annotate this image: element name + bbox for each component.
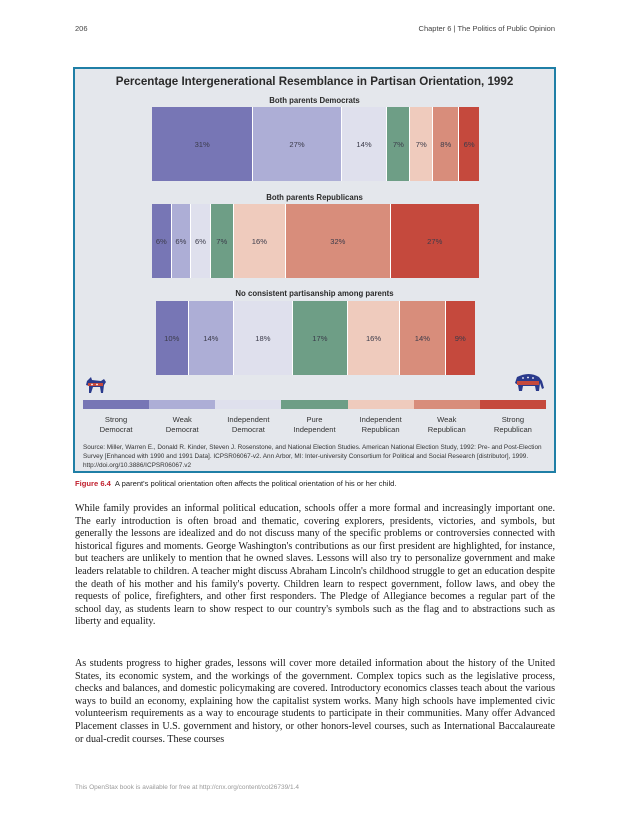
bar-segment — [342, 107, 388, 181]
bar-segment — [446, 301, 475, 375]
page-footer: This OpenStax book is available for free at http://cnx.org/content/col26739/1.4 — [75, 784, 300, 791]
chapter-title: Chapter 6 | The Politics of Public Opinion — [418, 24, 555, 33]
bar-segment — [348, 301, 400, 375]
data-label: 9% — [454, 333, 466, 343]
data-label: 7% — [216, 236, 228, 246]
data-label: 27% — [289, 139, 305, 149]
data-label: 8% — [440, 139, 452, 149]
data-label: 14% — [414, 333, 430, 343]
bar-segment — [172, 204, 192, 278]
bar-segment — [253, 107, 341, 181]
legend-swatch — [480, 400, 546, 409]
data-label: 6% — [463, 139, 475, 149]
bar-segment — [189, 301, 235, 375]
data-label: 14% — [203, 333, 219, 343]
bar-segment — [459, 107, 479, 181]
data-label: 31% — [194, 139, 210, 149]
bar-segment — [211, 204, 234, 278]
republican-elephant-icon — [511, 371, 547, 397]
legend-label: Weak Republican — [427, 415, 466, 434]
data-label: 16% — [251, 236, 267, 246]
panel-title-republicans: Both parents Republicans — [266, 193, 363, 202]
data-label: 27% — [427, 236, 443, 246]
legend-label: Pure Independent — [293, 415, 336, 434]
panel-title-democrats: Both parents Democrats — [269, 96, 360, 105]
legend-label: Weak Democrat — [165, 415, 199, 434]
bar-segment — [387, 107, 410, 181]
bar-segment — [286, 204, 391, 278]
legend-swatch — [215, 400, 281, 409]
running-header — [75, 24, 555, 36]
bar-segment — [400, 301, 446, 375]
legend-label: Strong Democrat — [99, 415, 133, 434]
paragraph-2: As students progress to higher grades, lessons will cover more detailed information about the history of the United States, its economic system, and the workings of the government. Complex topics such as the legislative process, checks and balances, and domestic policymaking are covered. Introductory economics classes teach about the various ways to build an economy, explaining how the capitalist system works. Many high schools have implemented civic volunteerism requirements as a way to encourage students to participate in their communities. Many offer Advanced Placement classes in U.S. government and history, or other honors-level courses, such as International Baccalaureate or dual-credit courses. These courses — [75, 658, 555, 745]
bar-segment — [234, 301, 293, 375]
figure-chart — [73, 67, 556, 473]
legend-swatch — [83, 400, 149, 409]
figure-caption — [75, 479, 555, 488]
bar-segment — [391, 204, 479, 278]
bar-segment — [410, 107, 433, 181]
bar-segment — [234, 204, 286, 278]
chart-title: Percentage Intergenerational Resemblance in Partisan Orientation, 1992 — [115, 75, 514, 88]
legend-labels — [83, 415, 546, 435]
figure-source: Source: Miller, Warren E., Donald R. Kinder, Steven J. Rosenstone, and National Election Studies. American National Election Study, 1992: Pre- and Post-Election Survey [Enhanced with 1990 and 1991 Data]. ICPSR06067-v2. Ann Arbor, MI: Inter-university Consortium for Political and Social Research [distributor], 1999. http://doi.org/10.3886/ICPSR06067.v2 — [83, 444, 542, 469]
bar-segment — [433, 107, 459, 181]
panel-mixed — [156, 301, 475, 375]
data-label: 6% — [195, 236, 207, 246]
caption-label: Figure 6.4 — [75, 479, 111, 488]
bar-segment — [191, 204, 211, 278]
data-label: 32% — [330, 236, 346, 246]
data-label: 18% — [255, 333, 271, 343]
data-label: 7% — [392, 139, 404, 149]
legend-label: Independent Republican — [359, 415, 402, 434]
data-label: 6% — [175, 236, 187, 246]
legend-swatch — [348, 400, 414, 409]
page-number: 206 — [75, 24, 88, 33]
panel-democrats — [152, 107, 479, 181]
legend-swatch — [414, 400, 480, 409]
data-label: 10% — [164, 333, 180, 343]
paragraph-1: While family provides an informal political education, schools offer a more formal and increasingly important one. The early introduction is often broad and thematic, covering explorers, presidents, victories, and symbols, but generally the lessons are idealized and do not discuss many of the specific problems or controversies connected with historical figures and moments. George Washington's contributions as our first president are highlighted, for instance, but teachers are unlikely to mention that he owned slaves. Lessons will also try to personalize government and make leaders relatable to children. A teacher might discuss Abraham Lincoln's childhood struggle to get an education despite the death of his mother and his family's poverty. Children learn to respect government, follow laws, and obey the requests of police, firefighters, and other first responders. The Pledge of Allegiance becomes a regular part of the school day, as students learn to show respect to our country's symbols such as the flag and to abstractions such as liberty and equality. — [75, 503, 555, 628]
legend-label: Independent Democrat — [227, 415, 270, 434]
legend-swatch — [281, 400, 347, 409]
legend-color-bar — [83, 400, 546, 409]
panel-title-mixed: No consistent partisanship among parents — [235, 289, 394, 298]
data-label: 14% — [356, 139, 372, 149]
bar-segment — [156, 301, 189, 375]
data-label: 16% — [365, 333, 382, 343]
data-label: 7% — [415, 139, 427, 149]
bar-segment — [152, 204, 172, 278]
data-label: 6% — [155, 236, 167, 246]
caption-text: A parent's political orientation often affects the political orientation of his or her child. — [114, 479, 397, 488]
legend-swatch — [149, 400, 215, 409]
bar-segment — [293, 301, 348, 375]
bar-segment — [152, 107, 253, 181]
data-label: 17% — [312, 333, 328, 343]
legend-label: Strong Republican — [493, 415, 532, 434]
democrat-donkey-icon — [83, 373, 109, 397]
panel-republicans — [152, 204, 479, 278]
